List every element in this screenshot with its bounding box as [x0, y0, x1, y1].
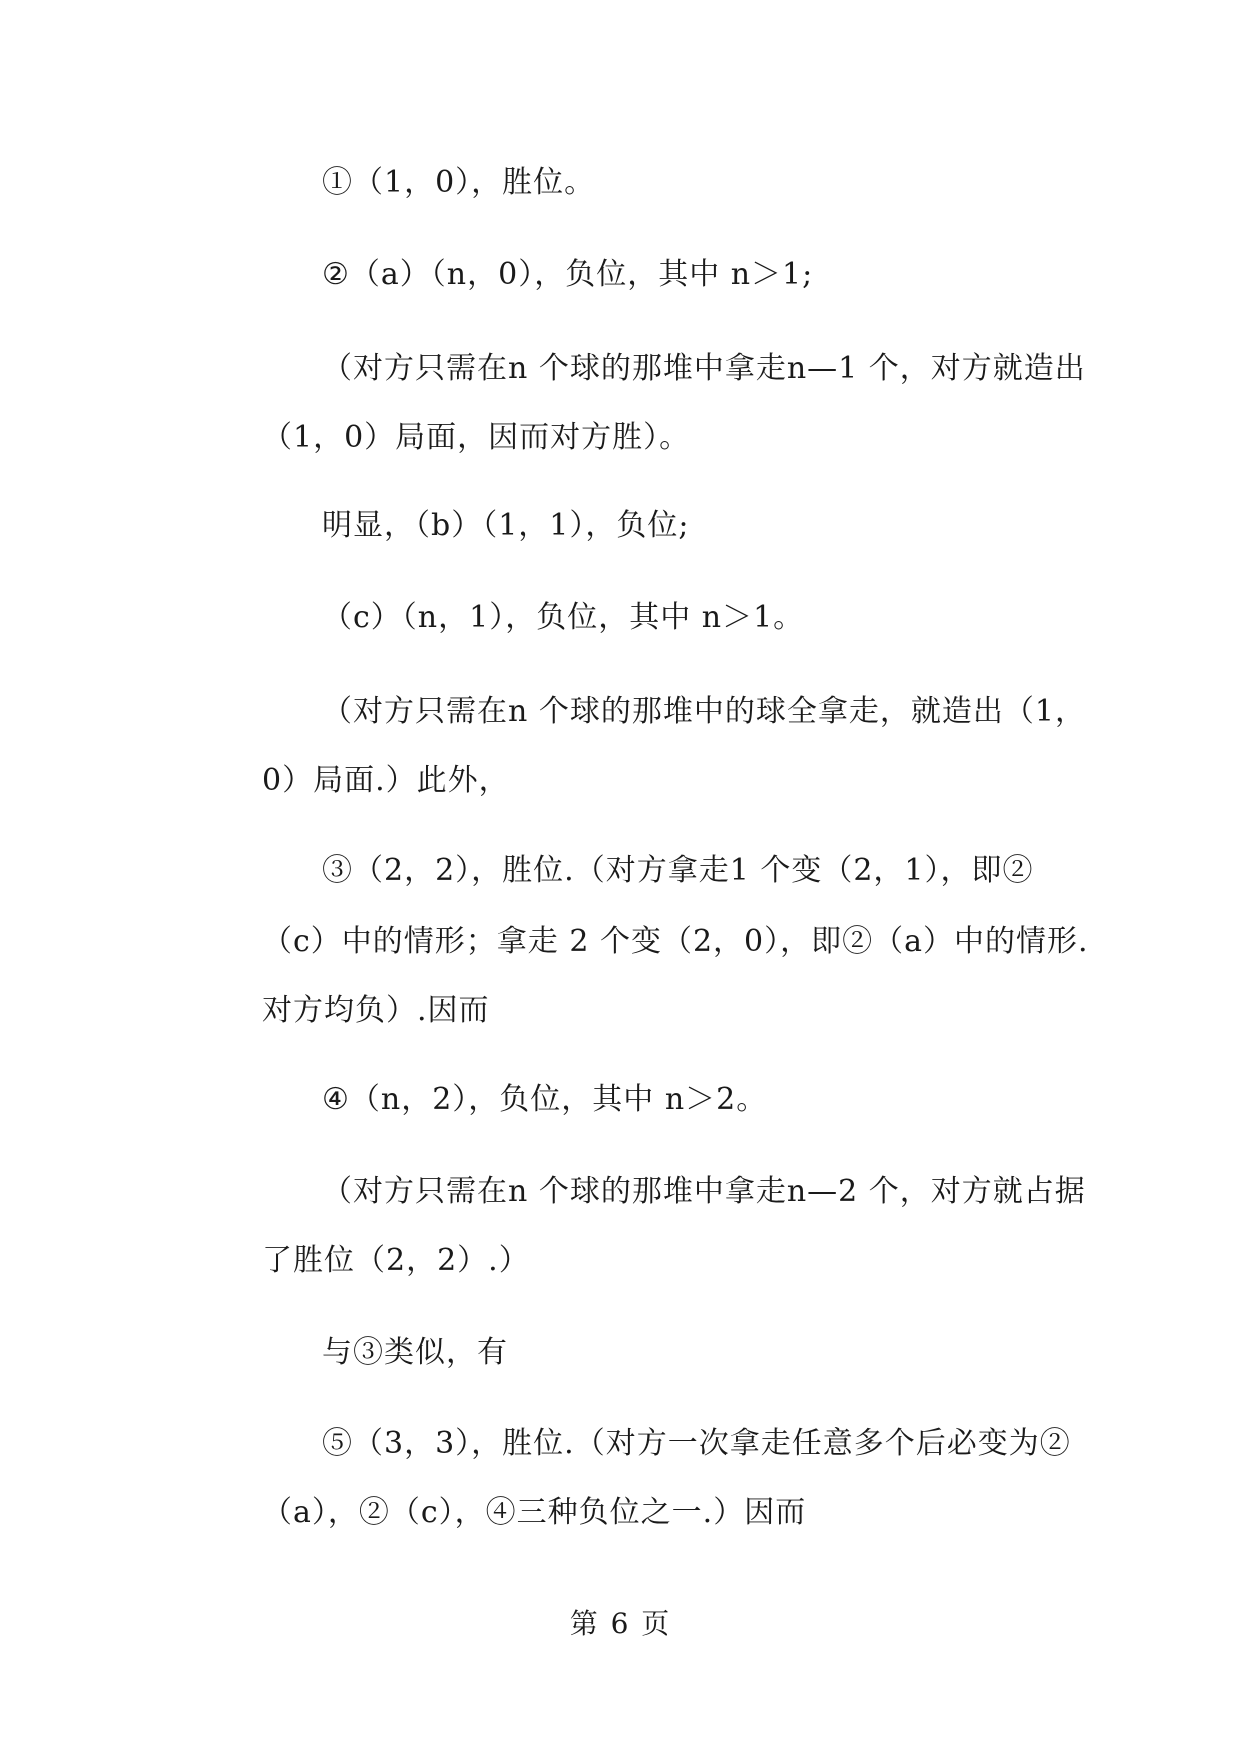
text-line: 了胜位（2，2）.）	[262, 1243, 530, 1278]
text-line: （对方只需在n 个球的那堆中拿走n—2 个，对方就占据	[322, 1174, 1086, 1209]
text-line: ②（a）（n，0），负位，其中 n＞1;	[322, 257, 814, 292]
text-line: （对方只需在n 个球的那堆中拿走n—1 个，对方就造出	[322, 351, 1086, 386]
text-line: 对方均负）.因而	[262, 993, 490, 1028]
text-line: ⑤（3，3），胜位.（对方一次拿走任意多个后必变为②	[322, 1426, 1071, 1461]
text-line: 0）局面.）此外，	[262, 763, 510, 798]
text-line: （c）（n，1），负位，其中 n＞1。	[322, 600, 805, 635]
text-line: ③（2，2），胜位.（对方拿走1 个变（2，1），即②	[322, 853, 1034, 888]
text-line: 明显，（b）（1，1），负位;	[322, 508, 690, 543]
text-line: 与③类似，有	[322, 1335, 508, 1370]
text-line: ④（n，2），负位，其中 n＞2。	[322, 1082, 768, 1117]
text-line: ①（1，0），胜位。	[322, 165, 596, 200]
text-line: （1，0）局面，因而对方胜）。	[262, 420, 691, 455]
page-number: 第 6 页	[569, 1607, 672, 1640]
text-line: （c）中的情形；拿走 2 个变（2，0），即②（a）中的情形.	[262, 924, 1089, 959]
text-line: （对方只需在n 个球的那堆中的球全拿走，就造出（1，	[322, 694, 1086, 729]
text-line: （a），②（c），④三种负位之一.）因而	[262, 1495, 807, 1530]
